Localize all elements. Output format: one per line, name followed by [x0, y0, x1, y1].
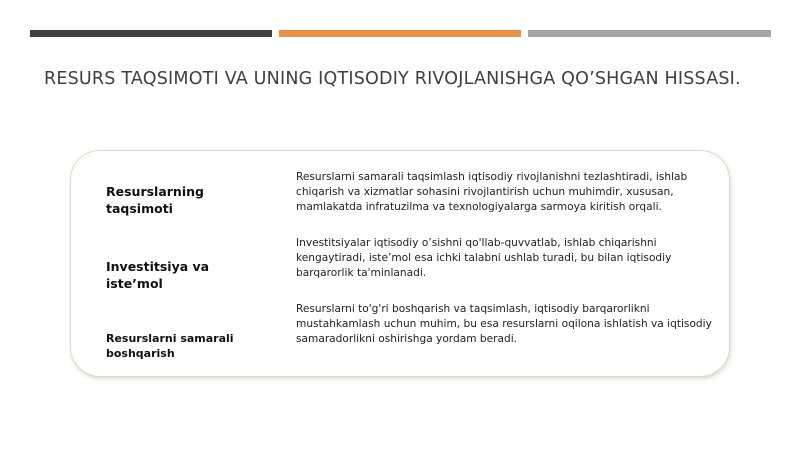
item-text-resource-allocation: Resurslarni samarali taqsimlash iqtisodiy rivojlanishni tezlashtiradi, ishlab chiqarish va xizmatlar sohasini rivojlantirish uchun muhimdir, xususan, mamlakatda infratuzilma va texnologiyalarga sarmoya kiritish orqali.: [296, 171, 688, 213]
accent-bar-gray: [528, 30, 771, 37]
item-text-resource-management: Resurslarni to'g'ri boshqarish va taqsimlash, iqtisodiy barqarorlikni mustahkamlash uchun muhim, bu esa resurslarni oqilona ishlatish va iqtisodiy samaradorlikni oshirishga yordam beradi.: [296, 303, 712, 345]
slide-title: RESURS TAQSIMOTI VA UNING IQTISODIY RIVOJLANISHGA QO’SHGAN HISSASI.: [44, 69, 741, 89]
accent-bar-orange: [279, 30, 521, 37]
item-text-investment-consumption: Investitsiyalar iqtisodiy o’sishni qo'llab-quvvatlab, ishlab chiqarishni kengaytiradi, iste’mol esa ichki talabni ushlab turadi, bu bilan iqtisodiy barqarorlik ta'minlanadi.: [296, 237, 672, 279]
accent-bar-dark: [30, 30, 272, 37]
item-label-resource-allocation: Resurslarning taqsimoti: [106, 184, 204, 216]
item-label-resource-management: Resurslarni samarali boshqarish: [106, 332, 234, 360]
item-label-investment-consumption: Investitsiya va iste’mol: [106, 259, 210, 291]
